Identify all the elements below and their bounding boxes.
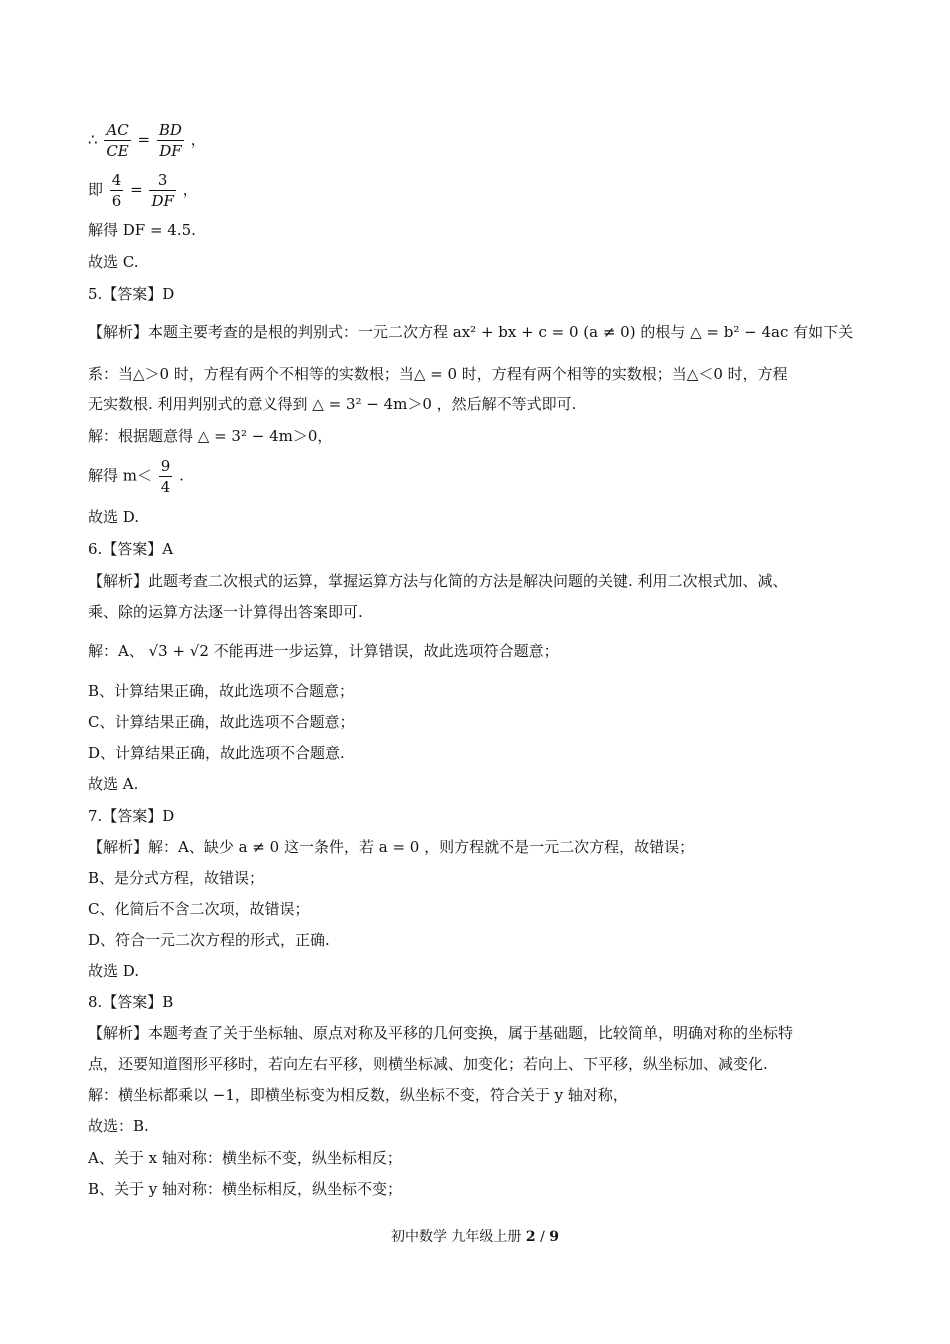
analysis-q7-d: D、符合一元二次方程的形式，正确. bbox=[88, 931, 330, 949]
analysis-q6-line1: 【解析】此题考查二次根式的运算，掌握运算方法与化简的方法是解决问题的关键. 利用二次根式加、减、 bbox=[88, 572, 788, 590]
fraction-4-6: $\frac{4}{6}$ bbox=[111, 171, 122, 210]
solution-q5-line2: 解得 m＜ $\frac{9}{4}$ . bbox=[88, 457, 184, 496]
fraction-bd-df: $\frac{BD}{DF}$ bbox=[158, 121, 182, 160]
analysis-q6-line2: 乘、除的运算方法逐一计算得出答案即可. bbox=[88, 603, 363, 621]
analysis-q5-line1: 【解析】本题主要考查的是根的判别式：一元二次方程 ax² + bx + c = 0 (a ≠ 0) 的根与 △ = b² − 4ac 有如下关 bbox=[88, 323, 854, 341]
answer-q5: 5.【答案】D bbox=[88, 285, 175, 303]
line-choose-c: 故选 C. bbox=[88, 253, 139, 271]
line-choose-d: 故选 D. bbox=[88, 508, 140, 526]
analysis-q7-a: 【解析】解：A、缺少 a ≠ 0 这一条件，若 a = 0 ，则方程就不是一元二次方程，故错误； bbox=[88, 838, 695, 856]
analysis-q5-line3: 无实数根. 利用判别式的意义得到 △ = 3² − 4m＞0 ，然后解不等式即可. bbox=[88, 395, 577, 413]
line-ratio-1: ∴ $\frac{AC}{CE}$ = $\frac{BD}{DF}$ ， bbox=[88, 121, 206, 160]
analysis-q8-line1: 【解析】本题考查了关于坐标轴、原点对称及平移的几何变换，属于基础题，比较简单，明确对称的坐标特 bbox=[88, 1024, 794, 1042]
fraction-ac-ce: $\frac{AC}{CE}$ bbox=[106, 121, 129, 160]
solution-q6-a: 解：A、 √3 + √2 不能再进一步运算，计算错误，故此选项符合题意； bbox=[88, 642, 559, 660]
analysis-q7-c: C、化简后不含二次项，故错误； bbox=[88, 900, 310, 918]
page-total: 9 bbox=[549, 1229, 560, 1245]
line-choose-a: 故选 A. bbox=[88, 775, 139, 793]
fraction-3-df: $\frac{3}{DF}$ bbox=[151, 171, 174, 210]
solution-q6-b: B、计算结果正确，故此选项不合题意； bbox=[88, 682, 355, 700]
solution-q5-line1: 解：根据题意得 △ = 3² − 4m＞0， bbox=[88, 427, 333, 445]
footer-subject: 初中数学 九年级上册 bbox=[390, 1229, 522, 1245]
page-number: 2 bbox=[525, 1229, 536, 1245]
page-separator: / bbox=[540, 1229, 545, 1245]
answer-q7: 7.【答案】D bbox=[88, 807, 175, 825]
line-ratio-2: 即 $\frac{4}{6}$ = $\frac{3}{DF}$ ， bbox=[88, 171, 198, 210]
answer-q6: 6.【答案】A bbox=[88, 540, 174, 558]
answer-q8: 8.【答案】B bbox=[88, 993, 174, 1011]
solution-q8-line1: 解：横坐标都乘以 −1，即横坐标变为相反数，纵坐标不变，符合关于 y 轴对称， bbox=[88, 1086, 628, 1104]
solution-q6-d: D、计算结果正确，故此选项不合题意. bbox=[88, 744, 345, 762]
analysis-q8-line2: 点，还要知道图形平移时，若向左右平移，则横坐标减、加变化；若向上、下平移，纵坐标加、减变化. bbox=[88, 1055, 768, 1073]
solution-q8-a: A、关于 x 轴对称：横坐标不变，纵坐标相反； bbox=[88, 1149, 402, 1167]
line-solve-df: 解得 DF = 4.5. bbox=[88, 221, 196, 239]
fraction-9-4: $\frac{9}{4}$ bbox=[160, 457, 171, 496]
page-footer bbox=[0, 1226, 950, 1246]
analysis-q7-b: B、是分式方程，故错误； bbox=[88, 869, 265, 887]
line-choose-b: 故选：B. bbox=[88, 1117, 149, 1135]
solution-q6-c: C、计算结果正确，故此选项不合题意； bbox=[88, 713, 355, 731]
line-choose-d-2: 故选 D. bbox=[88, 962, 140, 980]
analysis-q5-line2: 系：当△＞0 时，方程有两个不相等的实数根；当△ = 0 时，方程有两个相等的实数根；当△＜0 时，方程 bbox=[88, 365, 788, 383]
solution-q8-b: B、关于 y 轴对称：横坐标相反，纵坐标不变； bbox=[88, 1180, 403, 1198]
